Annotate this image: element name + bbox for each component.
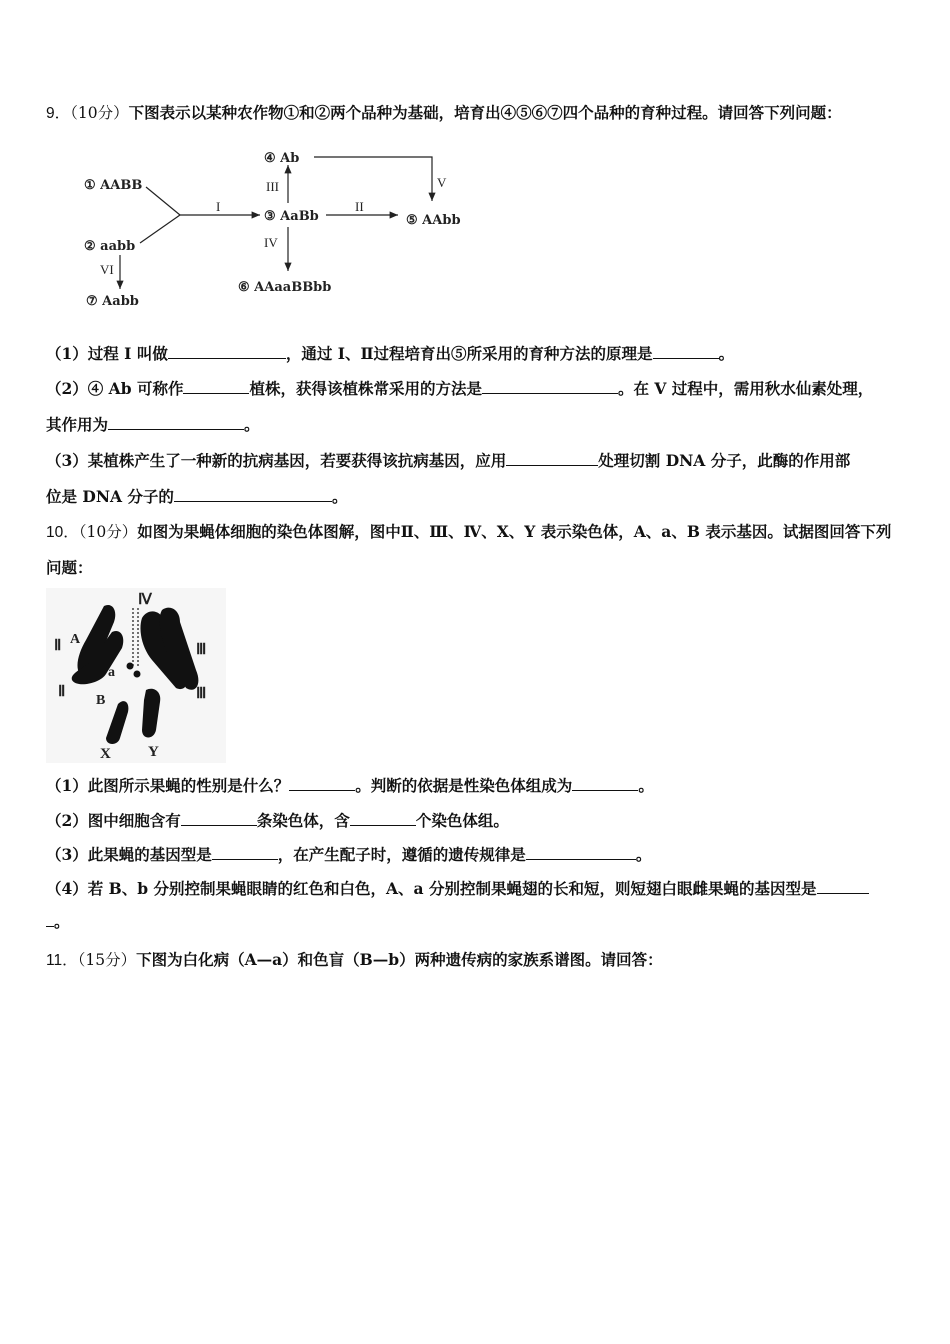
q10-p4-blank-1[interactable]	[817, 879, 869, 894]
q11-stem-text: 下图为白化病（A—a）和色盲（B—b）两种遗传病的家族系谱图。请回答：	[136, 950, 663, 969]
q10-p3-text-c: 。	[635, 845, 652, 864]
q10-p1-blank-1[interactable]	[289, 776, 355, 791]
chromosome-IV-dot-b	[134, 671, 141, 678]
variety-5-label: ⑤ AAbb	[406, 213, 461, 228]
q9-p3-blank-1[interactable]	[506, 451, 598, 466]
q10-part1	[46, 776, 916, 796]
label-II-lower: Ⅱ	[58, 684, 66, 700]
q9-p2-text-b: 植株，获得该植株常采用的方法是	[249, 379, 482, 398]
q10-p2-blank-2[interactable]	[350, 811, 416, 826]
label-III-upper: Ⅲ	[196, 642, 207, 658]
label-Y: Y	[148, 744, 159, 760]
process-IV-label: IV	[264, 235, 278, 250]
q9-p1-text-c: 。	[718, 344, 735, 363]
q9-part2-cont	[46, 415, 916, 435]
q10-part2	[46, 811, 916, 831]
variety-1-label: ① AABB	[84, 178, 143, 193]
q10-score: （10分）	[78, 523, 138, 541]
gene-a-label: a	[108, 665, 115, 680]
q9-p3-text-a: （3）某植株产生了一种新的抗病基因，若要获得该抗病基因，应用	[46, 451, 507, 470]
q9-p1-text-b: ，通过 I、Ⅱ过程培育出⑤所采用的育种方法的原理是	[285, 344, 653, 363]
q9-p2-text-d: 其作用为	[46, 415, 109, 434]
q10-part4	[46, 879, 916, 899]
q9-part3	[46, 451, 916, 471]
q9-p1-blank-2[interactable]	[653, 344, 719, 359]
line-2-to-junction	[140, 215, 180, 243]
q9-p2-blank-1[interactable]	[183, 379, 249, 394]
q9-p2-blank-3[interactable]	[108, 415, 244, 430]
q10-p3-text-b: ，在产生配子时，遵循的遗传规律是	[277, 845, 526, 864]
q9-p3-text-c: 位是 DNA 分子的	[46, 487, 174, 506]
variety-4-label: ④ Ab	[264, 151, 300, 166]
chromosome-IV-dot-a	[127, 663, 134, 670]
label-III-lower: Ⅲ	[196, 686, 207, 702]
line-1-to-junction	[146, 187, 180, 215]
q10-p3-blank-2[interactable]	[526, 845, 636, 860]
gene-B-label: B	[96, 693, 106, 708]
q10-number: 10．	[46, 524, 79, 541]
fruitfly-chromosome-figure	[46, 588, 226, 763]
q9-part1	[46, 344, 916, 364]
variety-3-label: ③ AaBb	[264, 209, 319, 224]
q10-p3-text-a: （3）此果蝇的基因型是	[46, 845, 212, 864]
q9-p3-text-d: 。	[331, 487, 348, 506]
q10-p2-text-a: （2）图中细胞含有	[46, 811, 181, 830]
q11-score: （15分）	[77, 951, 137, 969]
q9-score: （10分）	[70, 104, 129, 122]
q9-part3-cont	[46, 487, 916, 507]
q9-stem	[46, 103, 916, 124]
process-I-label: I	[216, 199, 221, 214]
q10-p4-blank-1-cont[interactable]	[46, 912, 54, 927]
q9-p2-text-e: 。	[244, 415, 260, 434]
label-X: X	[100, 746, 111, 762]
q9-number: 9．	[46, 105, 71, 122]
q9-p2-text-c: 。在 V 过程中，需用秋水仙素处理，	[617, 379, 874, 398]
process-II-label: II	[355, 199, 364, 214]
q10-p1-text-c: 。	[638, 776, 654, 795]
q10-p2-text-c: 个染色体组。	[415, 811, 509, 830]
q9-p2-blank-2[interactable]	[482, 379, 618, 394]
arrow-V	[314, 157, 432, 201]
q10-p1-text-a: （1）此图所示果蝇的性别是什么？	[46, 776, 290, 795]
variety-6-label: ⑥ AAaaBBbb	[238, 280, 332, 295]
label-II-upper: Ⅱ	[54, 638, 62, 654]
q10-stem-text-2: 问题：	[46, 558, 93, 577]
gene-A-label: A	[70, 632, 81, 647]
q9-part2	[46, 379, 916, 399]
q9-p2-text-a: （2）④ Ab 可称作	[46, 379, 184, 398]
q10-part4-cont	[46, 912, 916, 932]
q10-p3-blank-1[interactable]	[212, 845, 278, 860]
q9-p3-blank-2[interactable]	[174, 487, 332, 502]
q9-stem-text: 下图表示以某种农作物①和②两个品种为基础，培育出④⑤⑥⑦四个品种的育种过程。请回答下列问题：	[128, 103, 842, 122]
q10-p4-text-b: 。	[54, 912, 70, 931]
q10-stem-text-1: 如图为果蝇体细胞的染色体图解，图中Ⅱ、Ⅲ、Ⅳ、X、Y 表示染色体，A、a、B 表示基因。试据图回答下列	[137, 522, 892, 541]
process-VI-label: VI	[100, 262, 114, 277]
q10-stem	[46, 522, 916, 543]
q11-stem	[46, 950, 916, 971]
q9-p1-blank-1[interactable]	[168, 344, 286, 359]
variety-2-label: ② aabb	[84, 239, 136, 254]
q9-p3-text-b: 处理切割 DNA 分子，此酶的作用部	[598, 451, 851, 470]
process-V-label: V	[437, 175, 447, 190]
q10-p1-blank-2[interactable]	[572, 776, 638, 791]
breeding-process-diagram	[76, 143, 496, 313]
q10-stem-cont	[46, 558, 916, 578]
q10-p2-blank-1[interactable]	[181, 811, 257, 826]
variety-7-label: ⑦ Aabb	[86, 294, 139, 309]
q10-p2-text-b: 条染色体，含	[256, 811, 350, 830]
q9-p1-text-a: （1）过程 I 叫做	[46, 344, 168, 363]
q10-p1-text-b: 。判断的依据是性染色体组成为	[355, 776, 573, 795]
q11-number: 11．	[46, 952, 78, 969]
process-III-label: III	[266, 179, 279, 194]
q10-p4-text-a: （4）若 B、b 分别控制果蝇眼睛的红色和白色，A、a 分别控制果蝇翅的长和短，则短翅白眼雌果蝇的基因型是	[46, 879, 817, 898]
label-IV: Ⅳ	[138, 592, 152, 608]
q10-part3	[46, 845, 916, 865]
